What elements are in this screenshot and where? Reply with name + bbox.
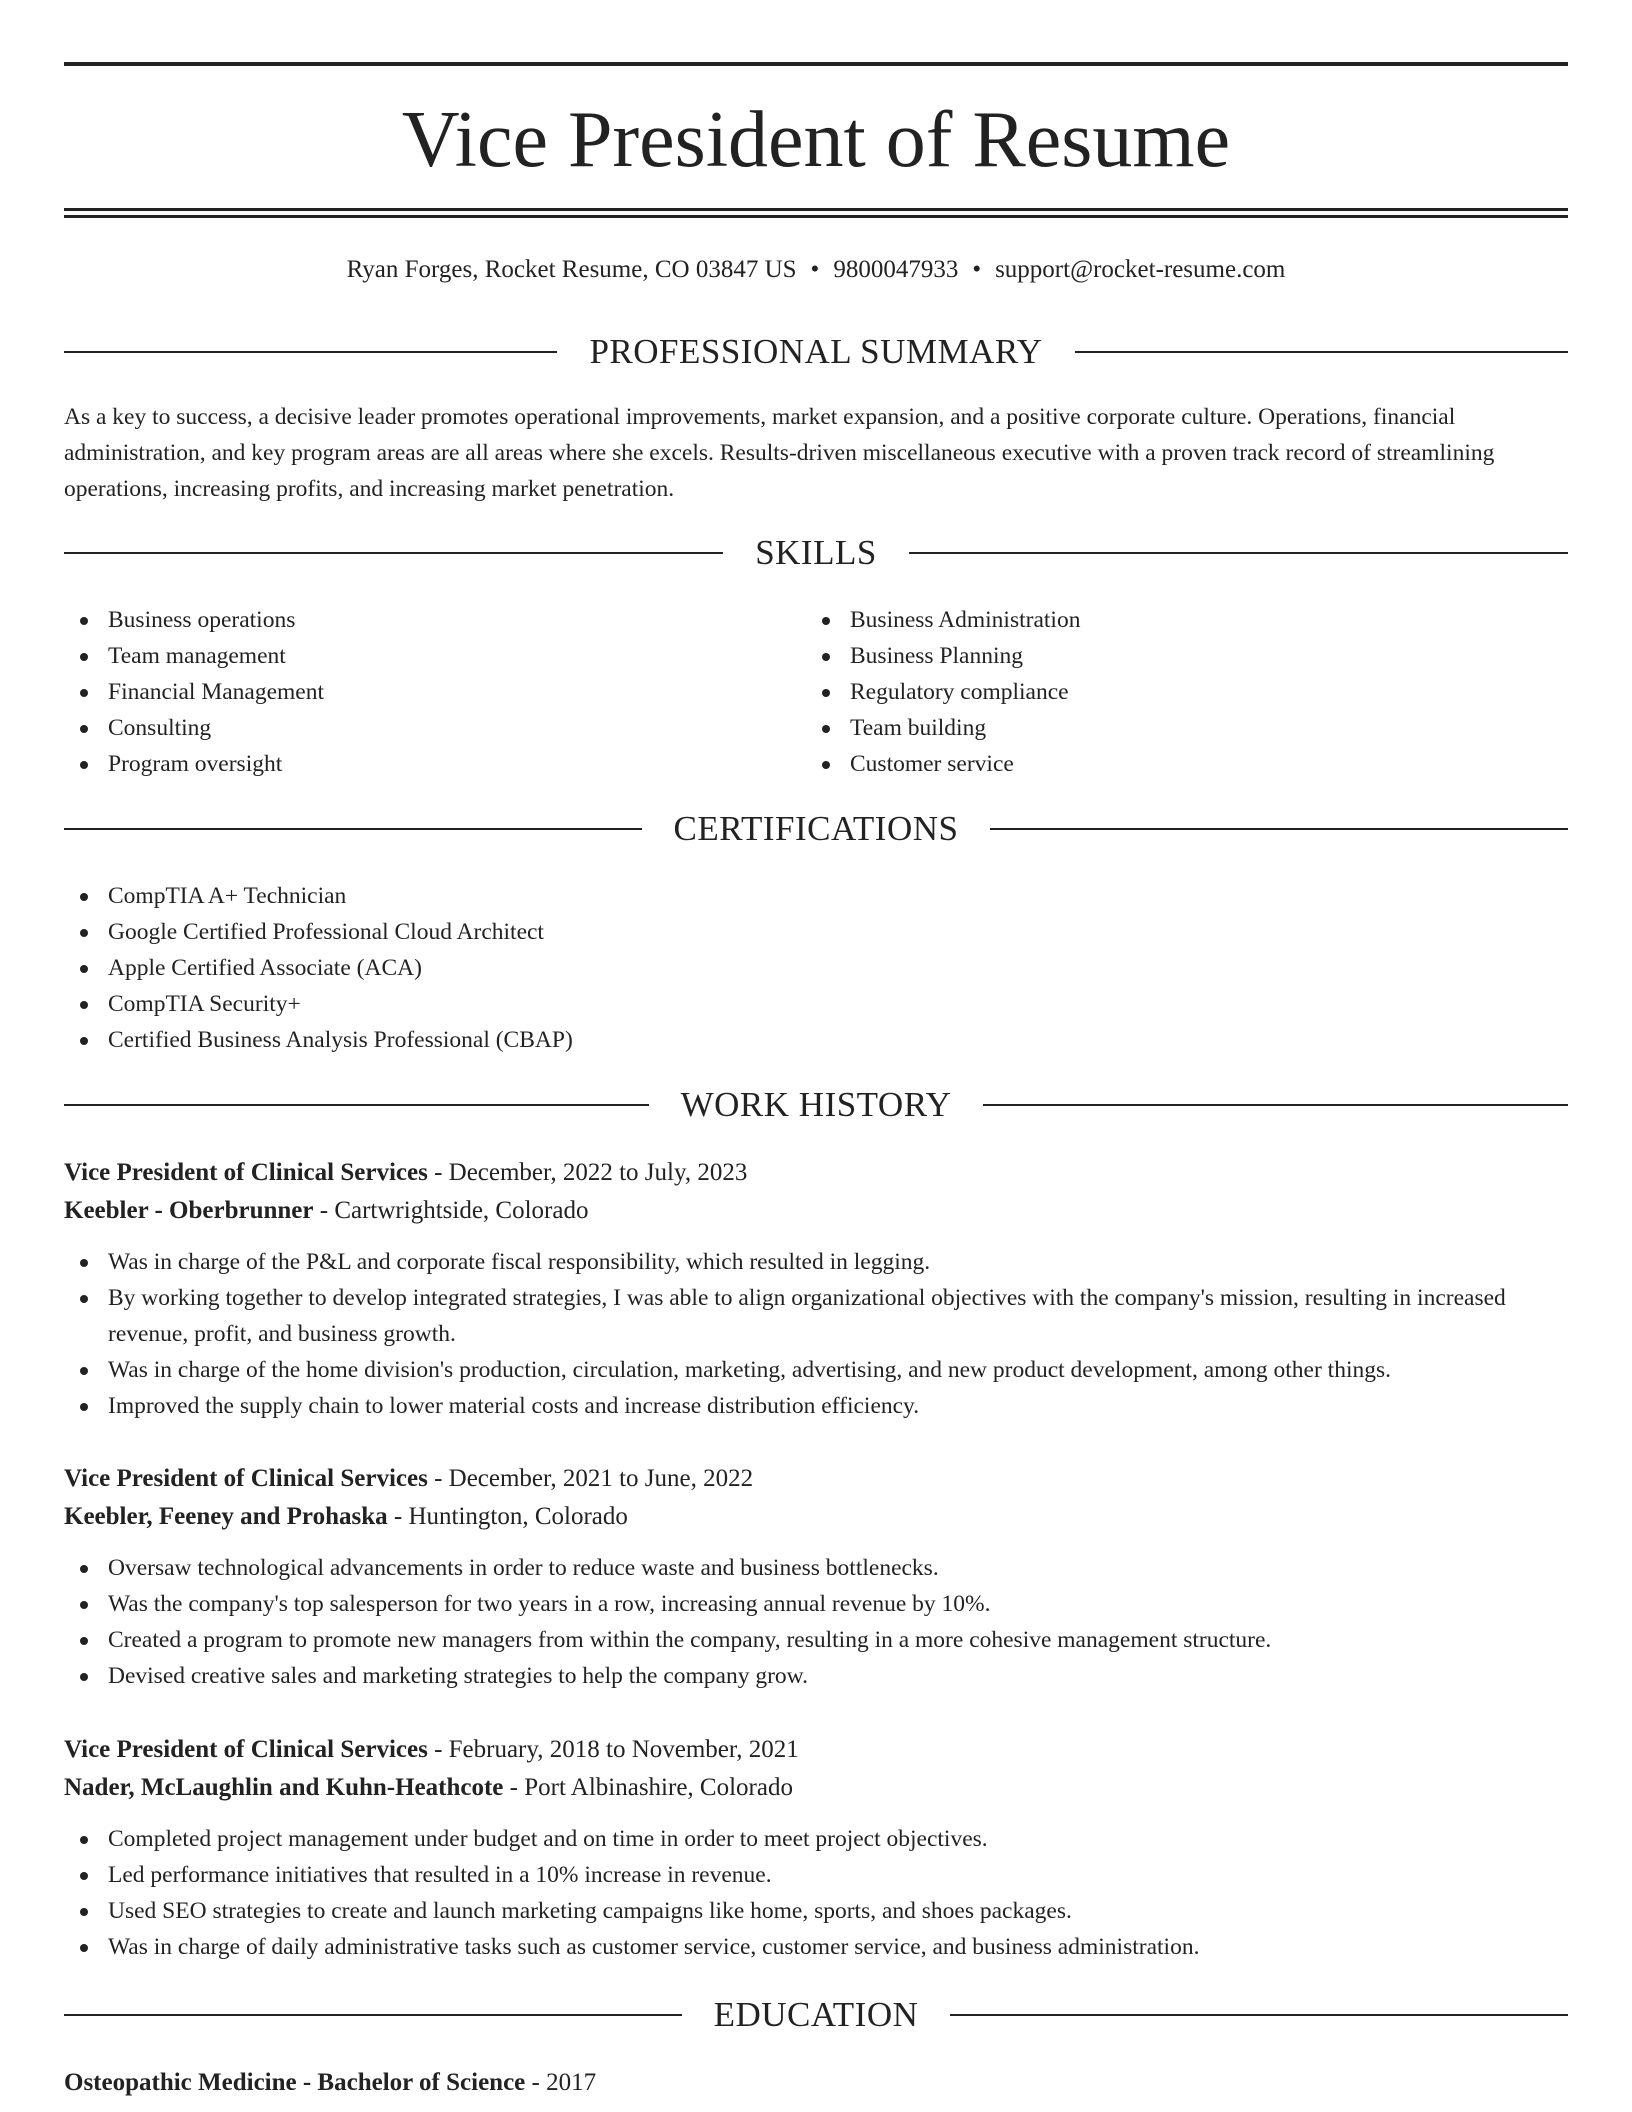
dash: - [434,1159,443,1186]
skill-item: Team management [64,638,804,674]
job-company-line [64,1498,1568,1536]
work-history-heading [64,1083,1568,1127]
contact-phone: 9800047933 [833,256,959,283]
skill-item: Program oversight [64,746,804,782]
heading-rule-left [64,351,557,353]
skill-item: Customer service [806,746,1546,782]
job-bullet: Was in charge of daily administrative tasks such as customer service, customer service, and business administration. [64,1929,1568,1965]
heading-rule-left [64,828,642,830]
heading-rule-left [64,2014,682,2016]
heading-rule-left [64,552,723,554]
contact-address: Ryan Forges, Rocket Resume, CO 03847 US [346,256,797,283]
heading-rule-right [990,828,1568,830]
work-history-heading-label: WORK HISTORY [680,1085,952,1124]
education-degree: Osteopathic Medicine - Bachelor of Science [64,2069,526,2096]
job-dates: February, 2018 to November, 2021 [448,1736,799,1763]
certification-item: Google Certified Professional Cloud Architect [64,914,1568,950]
certifications-heading [64,807,1568,851]
job-bullet: Was in charge of the home division's production, circulation, marketing, advertising, and new product development, among other things. [64,1352,1568,1388]
job-company: Keebler, Feeney and Prohaska [64,1503,388,1530]
contact-line [64,252,1568,288]
job-bullet: Was the company's top salesperson for two years in a row, increasing annual revenue by 10%. [64,1586,1568,1622]
skills-heading [64,531,1568,575]
header-rule-lower [64,215,1568,218]
dash: - [393,1503,403,1530]
skill-item: Financial Management [64,674,804,710]
job-title: Vice President of Clinical Services [64,1736,428,1763]
job-bullet: Created a program to promote new managers from within the company, resulting in a more cohesive management structure. [64,1622,1568,1658]
job-bullets [64,1550,1568,1694]
job-bullet: Led performance initiatives that resulted in a 10% increase in revenue. [64,1857,1568,1893]
skill-item: Consulting [64,710,804,746]
contact-email: support@rocket-resume.com [995,256,1286,283]
education-entry [64,2064,1568,2102]
job-bullet: Was in charge of the P&L and corporate fiscal responsibility, which resulted in legging. [64,1244,1568,1280]
job-entry [64,1460,1568,1694]
heading-rule-right [1075,351,1568,353]
job-company-line [64,1769,1568,1807]
header-rule-upper [64,208,1568,211]
dash: - [434,1736,443,1763]
skill-item: Business Administration [806,602,1546,638]
job-bullets [64,1821,1568,1965]
job-location: Cartwrightside, Colorado [334,1197,589,1224]
dash: - [531,2069,540,2096]
skill-item: Team building [806,710,1546,746]
summary-heading [64,330,1568,374]
job-location: Port Albinashire, Colorado [524,1774,793,1801]
job-entry [64,1154,1568,1424]
certifications-heading-label: CERTIFICATIONS [673,809,959,848]
job-bullet: Used SEO strategies to create and launch marketing campaigns like home, sports, and shoes packages. [64,1893,1568,1929]
job-company: Keebler - Oberbrunner [64,1197,314,1224]
job-title: Vice President of Clinical Services [64,1465,428,1492]
job-location: Huntington, Colorado [408,1503,628,1530]
certification-item: Certified Business Analysis Professional (CBAP) [64,1022,1568,1058]
contact-separator: • [972,256,982,283]
job-bullet: By working together to develop integrated strategies, I was able to align organizational objectives with the company's mission, resulting in increased revenue, profit, and business growth. [64,1280,1568,1352]
job-title-line [64,1154,1568,1192]
job-title-line [64,1731,1568,1769]
contact-separator: • [810,256,820,283]
heading-rule-left [64,1104,649,1106]
job-entry [64,1731,1568,1965]
education-heading-label: EDUCATION [713,1995,919,2034]
certifications-list [64,878,1568,1058]
certification-item: CompTIA A+ Technician [64,878,1568,914]
skill-item: Regulatory compliance [806,674,1546,710]
dash: - [434,1465,443,1492]
skills-list-left [64,602,804,782]
job-dates: December, 2022 to July, 2023 [448,1159,748,1186]
skills-list-right [806,602,1546,782]
dash: - [509,1774,518,1801]
summary-text: As a key to success, a decisive leader promotes operational improvements, market expansion, and a positive corporate culture. Operations, financial administration, and key program areas are all areas where she excels. Results-driven miscellaneous executive with a proven track record of streamlining operations, increasing profits, and increasing market penetration. [64,404,1495,502]
skills-heading-label: SKILLS [755,533,877,572]
resume-title: Vice President of Resume [401,96,1231,184]
job-title: Vice President of Clinical Services [64,1159,428,1186]
heading-rule-right [983,1104,1568,1106]
top-rule [64,62,1568,66]
job-company-line [64,1192,1568,1230]
skill-item: Business Planning [806,638,1546,674]
job-dates: December, 2021 to June, 2022 [448,1465,754,1492]
job-bullet: Completed project management under budget and on time in order to meet project objectives. [64,1821,1568,1857]
education-heading [64,1993,1568,2037]
certification-item: CompTIA Security+ [64,986,1568,1022]
summary-heading-label: PROFESSIONAL SUMMARY [589,332,1043,371]
heading-rule-right [950,2014,1568,2016]
dash: - [319,1197,329,1224]
heading-rule-right [909,552,1568,554]
education-year: 2017 [546,2069,597,2096]
job-bullet: Improved the supply chain to lower material costs and increase distribution efficiency. [64,1388,1568,1424]
job-bullet: Oversaw technological advancements in order to reduce waste and business bottlenecks. [64,1550,1568,1586]
certification-item: Apple Certified Associate (ACA) [64,950,1568,986]
skill-item: Business operations [64,602,804,638]
job-bullets [64,1244,1568,1424]
job-company: Nader, McLaughlin and Kuhn-Heathcote [64,1774,504,1801]
job-bullet: Devised creative sales and marketing strategies to help the company grow. [64,1658,1568,1694]
job-title-line [64,1460,1568,1498]
